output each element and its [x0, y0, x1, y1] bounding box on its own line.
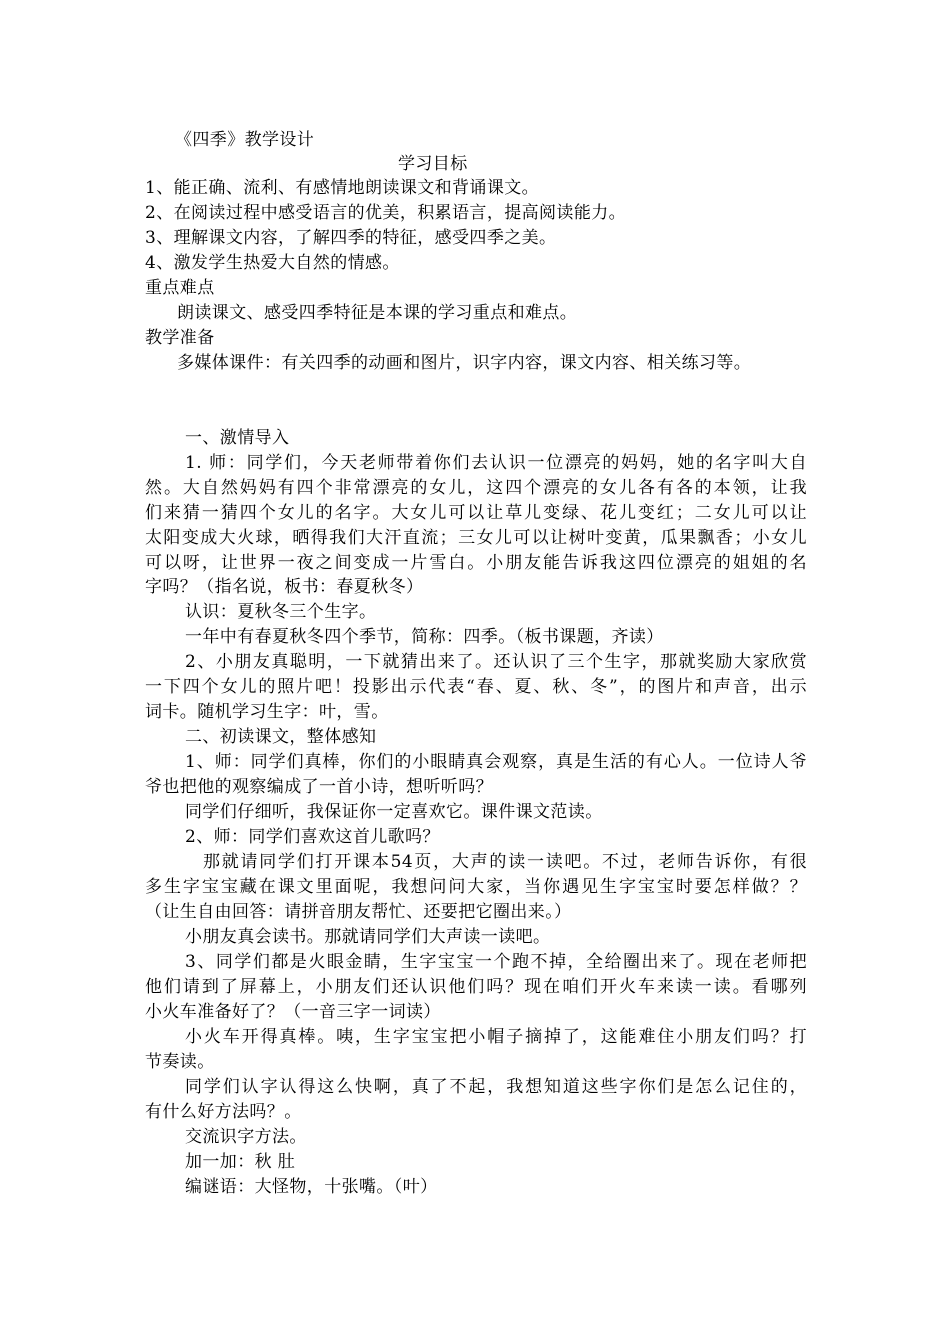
- section1-line: 们来猜一猜四个女儿的名字。大女儿可以让草儿变绿、花儿变红；二女儿可以让: [145, 503, 807, 523]
- section1-line: 可以呀，让世界一夜之间变成一片雪白。小朋友能告诉我这四位漂亮的姐姐的名: [145, 553, 807, 573]
- section2-line: 小朋友真会读书。那就请同学们大声读一读吧。: [185, 927, 551, 947]
- section1-line: 然。大自然妈妈有四个非常漂亮的女儿，这四个漂亮的女儿各有各的本领，让我: [145, 478, 807, 498]
- section2-line: 加一加：秋 肚: [185, 1152, 296, 1172]
- objectives-heading: 学习目标: [398, 154, 468, 174]
- key-text: 朗读课文、感受四季特征是本课的学习重点和难点。: [177, 303, 578, 323]
- objective-item: 4、激发学生热爱大自然的情感。: [145, 253, 400, 273]
- section1-line: 字吗？（指名说，板书：春夏秋冬）: [145, 577, 424, 597]
- section1-line: 词卡。随机学习生字：叶，雪。: [145, 702, 389, 722]
- section1-line: 一下四个女儿的照片吧！投影出示代表“春、夏、秋、冬”，的图片和声音，出示: [145, 677, 807, 697]
- section2-line: 同学们仔细听，我保证你一定喜欢它。课件课文范读。: [185, 802, 603, 822]
- objective-item: 1、能正确、流利、有感情地朗读课文和背诵课文。: [145, 178, 540, 198]
- section2-heading: 二、初读课文，整体感知: [185, 727, 377, 747]
- section2-line: 有什么好方法吗？。: [145, 1102, 302, 1122]
- section2-line: 爷也把他的观察编成了一首小诗，想听听吗？: [145, 777, 493, 797]
- section1-line: 1. 师：同学们，今天老师带着你们去认识一位漂亮的妈妈，她的名字叫大自: [185, 453, 807, 473]
- prep-heading: 教学准备: [145, 328, 215, 348]
- key-heading: 重点难点: [145, 278, 215, 298]
- section2-line: 1、师：同学们真棒，你们的小眼睛真会观察，真是生活的有心人。一位诗人爷: [185, 752, 807, 772]
- doc-title: 《四季》教学设计: [175, 130, 315, 150]
- section1-line: 一年中有春夏秋冬四个季节，简称：四季。（板书课题，齐读）: [185, 627, 664, 647]
- section2-line: 编谜语：大怪物，十张嘴。（叶）: [185, 1177, 438, 1197]
- prep-text: 多媒体课件：有关四季的动画和图片，识字内容，课文内容、相关练习等。: [177, 353, 752, 373]
- section1-heading: 一、激情导入: [185, 428, 290, 448]
- section2-line: 他们请到了屏幕上，小朋友们还认识他们吗？现在咱们开火车来读一读。看哪列: [145, 977, 807, 997]
- objective-item: 3、理解课文内容，了解四季的特征，感受四季之美。: [145, 228, 557, 248]
- section2-line: 3、同学们都是火眼金睛，生字宝宝一个跑不掉，全给圈出来了。现在老师把: [185, 952, 807, 972]
- section2-line: 那就请同学们打开课本54页，大声的读一读吧。不过，老师告诉你，有很: [203, 852, 807, 872]
- section2-line: （让生自由回答：请拼音朋友帮忙、还要把它圈出来。）: [145, 902, 572, 922]
- section2-line: 多生字宝宝藏在课文里面呢，我想问问大家，当你遇见生字宝宝时要怎样做？？: [145, 877, 807, 897]
- section1-line: 太阳变成大火球，晒得我们大汗直流；三女儿可以让树叶变黄，瓜果飘香；小女儿: [145, 528, 807, 548]
- section2-line: 同学们认字认得这么快啊，真了不起，我想知道这些字你们是怎么记住的，: [185, 1077, 807, 1097]
- section2-line: 小火车准备好了？（一音三字一词读）: [145, 1002, 441, 1022]
- section2-line: 2、师：同学们喜欢这首儿歌吗？: [185, 827, 440, 847]
- section2-line: 交流识字方法。: [185, 1127, 307, 1147]
- objective-item: 2、在阅读过程中感受语言的优美，积累语言，提高阅读能力。: [145, 203, 627, 223]
- section1-line: 认识：夏秋冬三个生字。: [185, 602, 377, 622]
- section1-line: 2、小朋友真聪明，一下就猜出来了。还认识了三个生字，那就奖励大家欣赏: [185, 652, 807, 672]
- section2-line: 节奏读。: [145, 1052, 215, 1072]
- section2-line: 小火车开得真棒。咦，生字宝宝把小帽子摘掉了，这能难住小朋友们吗？打: [185, 1027, 807, 1047]
